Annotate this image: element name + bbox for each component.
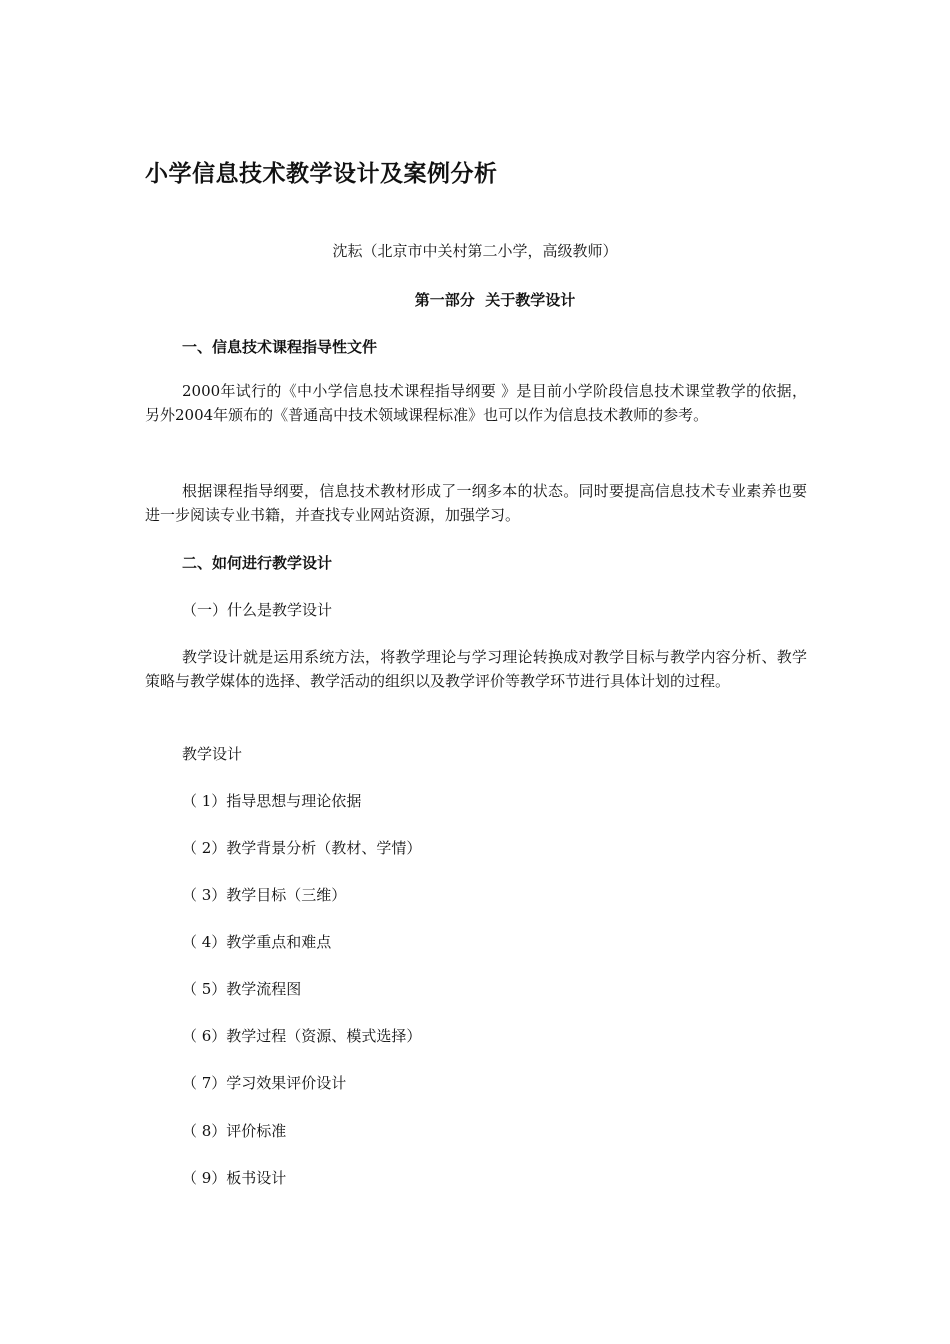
list-item: （ 7）学习效果评价设计 (182, 1074, 347, 1092)
paragraph-design-definition: 教学设计就是运用系统方法，将教学理论与学习理论转换成对教学目标与教学内容分析、教学策略与教学媒体的选择、教学活动的组织以及教学评价等教学环节进行具体计划的过程。 (145, 648, 807, 690)
part-heading: 第一部分 关于教学设计 (414, 291, 576, 309)
list-item: （ 2）教学背景分析（教材、学情） (182, 839, 422, 857)
list-title: 教学设计 (182, 745, 243, 763)
list-item: （ 3）教学目标（三维） (182, 886, 347, 904)
section-heading-1: 一、信息技术课程指导性文件 (182, 338, 378, 356)
list-item: （ 9）板书设计 (182, 1169, 287, 1187)
list-item: （ 6）教学过程（资源、模式选择） (182, 1027, 422, 1045)
section-heading-2: 二、如何进行教学设计 (182, 554, 333, 572)
paragraph-curriculum-docs: 2000年试行的《中小学信息技术课程指导纲要 》是目前小学阶段信息技术课堂教学的依据，另外2004年颁布的《普通高中技术领域课程标准》也可以作为信息技术教师的参考。 (145, 382, 807, 424)
list-item: （ 8）评价标准 (182, 1122, 287, 1140)
list-item: （ 4）教学重点和难点 (182, 933, 332, 951)
paragraph-textbooks: 根据课程指导纲要，信息技术教材形成了一纲多本的状态。同时要提高信息技术专业素养也要进一步阅读专业书籍，并查找专业网站资源，加强学习。 (145, 482, 807, 524)
list-item: （ 5）教学流程图 (182, 980, 302, 998)
author-line: 沈耘（北京市中关村第二小学，高级教师） (332, 242, 618, 260)
subheading-what-is-design: （一）什么是教学设计 (182, 601, 333, 619)
list-item: （ 1）指导思想与理论依据 (182, 792, 362, 810)
document-title: 小学信息技术教学设计及案例分析 (145, 161, 498, 187)
